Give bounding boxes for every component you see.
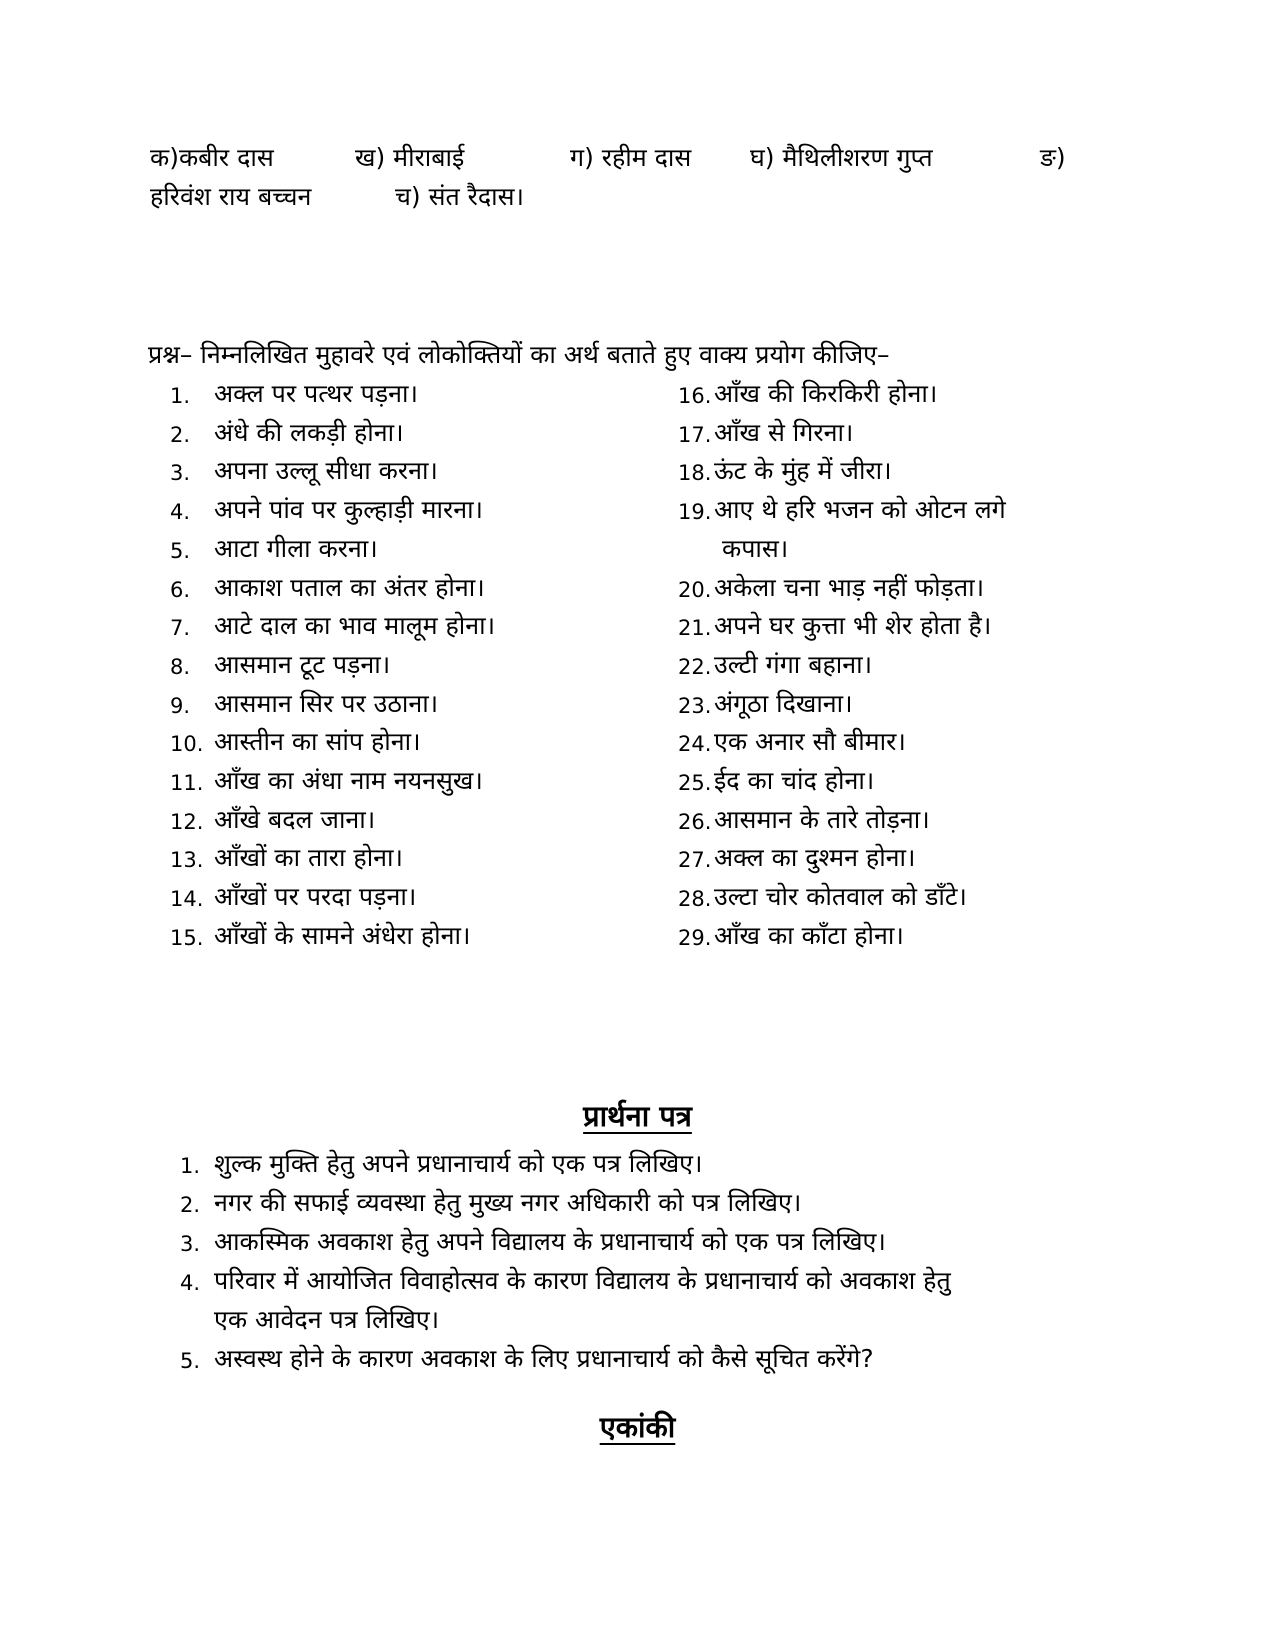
ekanki-heading [0, 1407, 1275, 1447]
letter-text: परिवार में आयोजित विवाहोत्सव के कारण विद्यालय के प्रधानाचार्य को अवकाश हेतु [214, 1266, 951, 1295]
idiom-number: 8. [170, 654, 191, 679]
idiom-text: आँख का काँटा होना। [714, 920, 904, 950]
idiom-text: आँखों का तारा होना। [214, 843, 403, 873]
idiom-text: आँख का अंधा नाम नयनसुख। [214, 766, 483, 795]
idiom-number: 5. [170, 538, 191, 563]
idiom-number: 29. [678, 925, 712, 950]
poet-option: ग) रहीम दास [570, 143, 692, 172]
idiom-text: एक अनार सौ बीमार। [714, 727, 906, 757]
idiom-text: आसमान सिर पर उठाना। [214, 688, 439, 718]
idiom-text: उल्टा चोर कोतवाल को डाँटे। [714, 882, 967, 912]
idiom-number: 1. [170, 384, 191, 408]
letter-text: अस्वस्थ होने के कारण अवकाश के लिए प्रधानाचार्य को कैसे सूचित करेंगे? [214, 1344, 874, 1373]
ekanki-heading-text: एकांकी [599, 1410, 676, 1444]
idiom-text: उल्टी गंगा बहाना। [714, 649, 873, 679]
idiom-number: 9. [170, 693, 191, 718]
idiom-number: 16. [678, 384, 712, 408]
idiom-text: आटा गीला करना। [214, 533, 378, 563]
idiom-number: 26. [678, 809, 712, 834]
idiom-text: आकाश पताल का अंतर होना। [214, 572, 485, 602]
idiom-number: 14. [170, 887, 204, 912]
idiom-number: 28. [678, 887, 712, 912]
letters-heading-text: प्रार्थना पत्र [583, 1099, 692, 1133]
idiom-number: 22. [678, 654, 712, 679]
idiom-text: अपना उल्लू सीधा करना। [214, 456, 438, 486]
idiom-number: 6. [170, 577, 191, 602]
idiom-number: 21. [678, 616, 712, 641]
idiom-text: अकेला चना भाड़ नहीं फोड़ता। [714, 572, 985, 602]
letter-text: आकस्मिक अवकाश हेतु अपने विद्यालय के प्रधानाचार्य को एक पत्र लिखिए। [214, 1227, 886, 1256]
idiom-text: अपने घर कुत्ता भी शेर होता है। [714, 611, 992, 641]
idiom-text: ऊंट के मुंह में जीरा। [714, 456, 892, 486]
idiom-text: अंधे की लकड़ी होना। [214, 417, 404, 447]
idiom-text: आए थे हरि भजन को ओटन लगे [714, 495, 1006, 525]
poet-option: ख) मीराबाई [355, 143, 465, 172]
idiom-number: 17. [678, 422, 712, 447]
idiom-number: 18. [678, 461, 712, 486]
letter-number: 2. [180, 1193, 201, 1217]
idiom-text: आँखे बदल जाना। [214, 804, 376, 834]
idiom-number: 25. [678, 771, 712, 795]
idiom-number: 23. [678, 693, 712, 718]
idiom-number: 4. [170, 500, 191, 525]
idiom-number: 10. [170, 732, 204, 757]
idiom-text: आँखों पर परदा पड़ना। [214, 882, 417, 912]
idiom-number: 7. [170, 616, 191, 641]
idiom-text: अंगूठा दिखाना। [714, 688, 853, 718]
letter-number: 4. [180, 1271, 201, 1295]
idiom-text: आटे दाल का भाव मालूम होना। [214, 611, 496, 641]
idiom-number: 15. [170, 925, 204, 950]
idiom-number: 3. [170, 461, 191, 486]
letters-heading [0, 1096, 1275, 1136]
poet-option: क)कबीर दास [150, 143, 274, 172]
idiom-text: अक्ल का दुश्मन होना। [714, 843, 916, 873]
idiom-text: अक्ल पर पत्थर पड़ना। [214, 379, 418, 408]
poet-option: घ) मैथिलीशरण गुप्त [750, 143, 933, 172]
idiom-text-continuation: कपास। [722, 533, 789, 563]
letter-text: नगर की सफाई व्यवस्था हेतु मुख्य नगर अधिकारी को पत्र लिखिए। [214, 1188, 802, 1217]
idiom-number: 24. [678, 732, 712, 757]
idiom-number: 19. [678, 500, 712, 525]
idiom-text: ईद का चांद होना। [714, 766, 875, 795]
letter-number: 5. [180, 1349, 201, 1373]
idiom-number: 27. [678, 848, 712, 873]
poet-option: हरिवंश राय बच्चन [150, 182, 312, 211]
idiom-text: अपने पांव पर कुल्हाड़ी मारना। [214, 495, 484, 525]
idiom-text: आसमान टूट पड़ना। [214, 649, 391, 679]
letter-text-continuation: एक आवेदन पत्र लिखिए। [214, 1305, 440, 1334]
idiom-text: आँखों के सामने अंधेरा होना। [214, 920, 471, 950]
poet-option: ङ) [1040, 143, 1066, 172]
idiom-text: आँख की किरकिरी होना। [714, 379, 938, 408]
idioms-question: प्रश्न– निम्नलिखित मुहावरे एवं लोकोक्तियों का अर्थ बताते हुए वाक्य प्रयोग कीजिए– [148, 340, 890, 369]
idiom-number: 13. [170, 848, 204, 873]
letter-number: 3. [180, 1232, 201, 1256]
idiom-number: 2. [170, 422, 191, 447]
poet-option: च) संत रैदास। [395, 182, 525, 211]
letter-text: शुल्क मुक्ति हेतु अपने प्रधानाचार्य को एक पत्र लिखिए। [214, 1149, 703, 1178]
idiom-text: आसमान के तारे तोड़ना। [714, 804, 930, 834]
idiom-text: आँख से गिरना। [714, 417, 854, 447]
letter-number: 1. [180, 1154, 201, 1178]
idiom-number: 20. [678, 577, 712, 602]
idiom-number: 12. [170, 809, 204, 834]
idiom-text: आस्तीन का सांप होना। [214, 727, 421, 757]
idiom-number: 11. [170, 771, 204, 795]
